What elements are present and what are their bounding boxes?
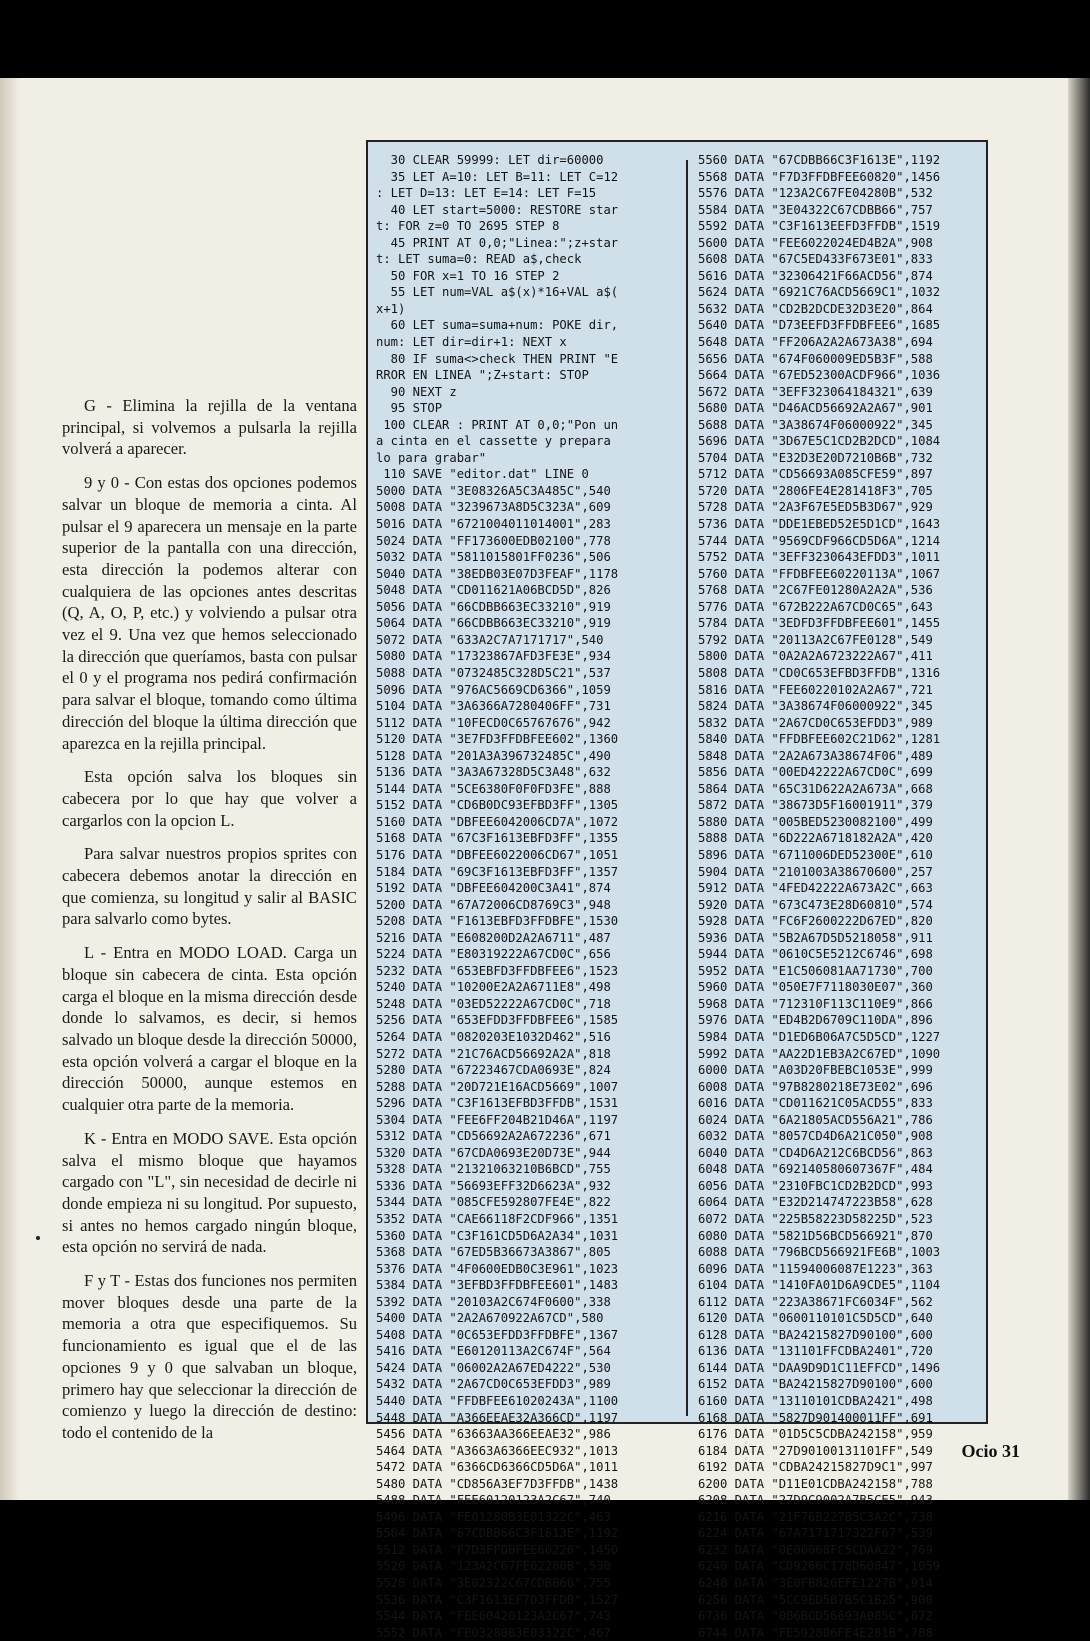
paragraph-l-option: L - Entra en MODO LOAD. Carga un bloque sin cabecera de cinta. Esta opción carga el bloque en la misma dirección desde donde lo salvamos, es decir, si hemos salvado un bloque desde la dirección 50000, esta opción volverá a cargar el bloque en la dirección 50000, aunque estemos en cualquier otra parte de la memoria.	[62, 943, 357, 1115]
page-edge	[1068, 78, 1090, 1500]
listing-line: RROR EN LINEA ";Z+start: STOP	[376, 368, 589, 383]
listing-line: 5536 DATA "C3F1613EF7D3FFDB",1527	[376, 1592, 619, 1607]
listing-line: 5304 DATA "FEE6FF204B21D46A",1197	[376, 1112, 619, 1127]
listing-line: 5048 DATA "CD011621A06BCD5D",826	[376, 583, 611, 598]
listing-line: 5064 DATA "66CDBB663EC33210",919	[376, 616, 611, 631]
listing-line: 5664 DATA "67ED52300ACDF966",1036	[698, 368, 941, 383]
listing-line: : LET D=13: LET E=14: LET F=15	[376, 186, 597, 201]
listing-line: 5352 DATA "CAE66118F2CDF966",1351	[376, 1212, 619, 1226]
listing-line: 6248 DATA "3E0FB820EFE1227B",914	[698, 1576, 933, 1591]
listing-line: 5712 DATA "CD56693A085CFE59",897	[698, 467, 933, 482]
listing-line: 6056 DATA "2310FBC1CD2B2DCD",993	[698, 1178, 933, 1193]
listing-line: 5248 DATA "03ED52222A67CD0C",718	[376, 996, 611, 1011]
listing-line: 6256 DATA "5CC9ED5B7B5C1B25",900	[698, 1592, 933, 1607]
listing-line: 5648 DATA "FF206A2A2A673A38",694	[698, 335, 933, 350]
listing-line: 5088 DATA "0732485C328D5C21",537	[376, 665, 611, 680]
listing-line: 5544 DATA "FEE60420123A2C67",743	[376, 1609, 611, 1624]
listing-line: 5920 DATA "673C473E28D60810",574	[698, 897, 933, 912]
listing-line: 5792 DATA "20113A2C67FE0128",549	[698, 632, 933, 647]
listing-line: 5120 DATA "3E7FD3FFDBFEE602",1360	[376, 732, 619, 747]
listing-line: 5896 DATA "6711006DED52300E",610	[698, 847, 933, 862]
listing-line: 6224 DATA "67A7171717322F67",539	[698, 1526, 933, 1541]
listing-line: 6176 DATA "01D5C5CDBA242158",959	[698, 1427, 933, 1442]
listing-line: 5160 DATA "DBFEE6042006CD7A",1072	[376, 814, 619, 829]
listing-line: 5784 DATA "3EDFD3FFDBFEE601",1455	[698, 616, 941, 631]
listing-line: 5832 DATA "2A67CD0C653EFDD3",989	[698, 715, 933, 730]
listing-line: 5008 DATA "3239673A8D5C323A",609	[376, 500, 611, 515]
listing-line: 5176 DATA "DBFEE6022006CD67",1051	[376, 847, 619, 862]
listing-line: 5944 DATA "0610C5E5212C6746",698	[698, 947, 933, 962]
listing-line: 5296 DATA "C3F1613EFBD3FFDB",1531	[376, 1096, 619, 1111]
listing-line: t: FOR z=0 TO 2695 STEP 8	[376, 219, 560, 234]
listing-line: 5840 DATA "FFDBFEE602C21D62",1281	[698, 732, 941, 747]
listing-line: 5000 DATA "3E08326A5C3A485C",540	[376, 483, 611, 498]
listing-line: 55 LET num=VAL a$(x)*16+VAL a$(	[376, 285, 619, 300]
listing-line: 5416 DATA "E60120113A2C674F",564	[376, 1344, 611, 1359]
paragraph-g-option: G - Elimina la rejilla de la ventana principal, si volvemos a pulsarla la rejilla volverá a aparecer.	[62, 396, 357, 459]
listing-line: 45 PRINT AT 0,0;"Linea:";z+star	[376, 235, 619, 250]
listing-line: 6008 DATA "97B8280218E73E02",696	[698, 1079, 933, 1094]
listing-line: 6240 DATA "CD9266C178D60847",1059	[698, 1559, 941, 1574]
listing-line: 6048 DATA "692140580607367F",484	[698, 1162, 933, 1177]
paragraph-9-0-options: 9 y 0 - Con estas dos opciones podemos salvar un bloque de memoria a cinta. Al pulsar el 9 aparecera un mensaje en la parte superior de la pantalla con una dirección, esta dirección la podemos alterar con cualquiera de las opciones antes descritas (Q, A, O, P, etc.) y volviendo a pulsar otra vez el 9. Una vez que hemos seleccionado la dirección que queríamos, basta con pulsar el 0 y el programa nos pedirá confirmación para salvar el bloque, tomando como última dirección del bloque la última dirección que aparezca en la rejilla principal.	[62, 473, 357, 753]
listing-line: 6128 DATA "BA24215827D90100",600	[698, 1327, 933, 1342]
listing-line: 5232 DATA "653EBFD3FFDBFEE6",1523	[376, 963, 619, 978]
listing-line: 5136 DATA "3A3A67328D5C3A48",632	[376, 765, 611, 780]
listing-line: 5496 DATA "FE01280B3E01322C",463	[376, 1509, 611, 1524]
listing-line: 6184 DATA "27D90100131101FF",549	[698, 1443, 933, 1458]
paragraph-f-t-options: F y T - Estas dos funciones nos permiten mover bloques desde una parte de la memoria a otra que especifiquemos. Su funcionamiento es igual que el de las opciones 9 y 0 que salvaban un bloque, primero hay que seleccionar la dirección de comienzo y luego la dirección de destino: todo el contenido de la	[62, 1271, 357, 1442]
listing-line: 5312 DATA "CD56692A2A672236",671	[376, 1129, 611, 1144]
listing-line: 6216 DATA "21F76B227B5C3A2C",738	[698, 1509, 933, 1524]
listing-line: 5624 DATA "6921C76ACD5669C1",1032	[698, 285, 941, 300]
listing-line: 5472 DATA "6366CD6366CD5D6A",1011	[376, 1460, 619, 1475]
listing-line: x+1)	[376, 301, 406, 316]
listing-line: 5616 DATA "32306421F66ACD56",874	[698, 268, 933, 283]
listing-line: 5760 DATA "FFDBFEE60220113A",1067	[698, 566, 941, 581]
listing-line: 5632 DATA "CD2B2DCDE32D3E20",864	[698, 301, 933, 316]
listing-line: 5904 DATA "2101003A38670600",257	[698, 864, 933, 879]
listing-line: t: LET suma=0: READ a$,check	[376, 252, 582, 267]
listing-line: 80 IF suma<>check THEN PRINT "E	[376, 351, 619, 366]
listing-line: 6088 DATA "796BCD566921FE6B",1003	[698, 1245, 941, 1260]
listing-line: 5776 DATA "672B222A67CD0C65",643	[698, 599, 933, 614]
listing-line: 5872 DATA "38673D5F16001911",379	[698, 798, 933, 813]
listing-line: 5096 DATA "976AC5669CD6366",1059	[376, 682, 611, 697]
listing-line: 5168 DATA "67C3F1613EBFD3FF",1355	[376, 831, 619, 846]
listing-line: 5968 DATA "712310F113C110E9",866	[698, 996, 933, 1011]
listing-line: 5856 DATA "00ED42222A67CD0C",699	[698, 765, 933, 780]
listing-line: 5112 DATA "10FECD0C65767676",942	[376, 715, 611, 730]
listing-line: num: LET dir=dir+1: NEXT x	[376, 335, 567, 350]
listing-line: 5528 DATA "3E02322C67CDBB66",755	[376, 1576, 611, 1591]
listing-line: 6736 DATA "0B6BCD56693A085C",672	[698, 1609, 933, 1624]
listing-line: 5360 DATA "C3F161CD5D6A2A34",1031	[376, 1228, 619, 1243]
listing-line: 5888 DATA "6D222A6718182A2A",420	[698, 831, 933, 846]
listing-line: 6136 DATA "131101FFCDBA2401",720	[698, 1344, 933, 1359]
listing-line: 5816 DATA "FEE60220102A2A67",721	[698, 682, 933, 697]
paragraph-k-option: K - Entra en MODO SAVE. Esta opción salva el mismo bloque que hayamos cargado con "L", sin necesidad de decirle ni donde empieza ni su longitud. Por supuesto, si antes no hemos cargado ningún bloque, esta opción no servirá de nada.	[62, 1128, 357, 1257]
listing-line: 5368 DATA "67ED5B36673A3867",805	[376, 1245, 611, 1260]
listing-line: 110 SAVE "editor.dat" LINE 0	[376, 467, 589, 482]
listing-line: 5960 DATA "050E7F7118030E07",360	[698, 980, 933, 995]
listing-line: 5824 DATA "3A38674F06000922",345	[698, 699, 933, 714]
listing-line: 6120 DATA "0600110101C5D5CD",640	[698, 1311, 933, 1326]
listing-line: 6064 DATA "E32D214747223B58",628	[698, 1195, 933, 1210]
listing-line: 5768 DATA "2C67FE01280A2A2A",536	[698, 583, 933, 598]
listing-line: 6208 DATA "27D9C9002A7B5CE5",943	[698, 1493, 933, 1508]
listing-line: 5568 DATA "F7D3FFDBFEE60820",1456	[698, 169, 941, 184]
listing-line: 6096 DATA "11594006087E1223",363	[698, 1261, 933, 1276]
listing-line: 5736 DATA "DDE1EBED52E5D1CD",1643	[698, 517, 941, 532]
listing-line: 5696 DATA "3D67E5C1CD2B2DCD",1084	[698, 434, 941, 449]
listing-line: 5040 DATA "38EDB03E07D3FEAF",1178	[376, 566, 619, 581]
listing-line: 5984 DATA "D1ED6B06A7C5D5CD",1227	[698, 1029, 941, 1044]
listing-line: 6200 DATA "D11E01CDBA242158",788	[698, 1476, 933, 1491]
listing-line: 6040 DATA "CD4D6A212C6BCD56",863	[698, 1145, 933, 1160]
listing-line: 5400 DATA "2A2A670922A67CD",580	[376, 1311, 604, 1326]
listing-line: 5424 DATA "06002A2A67ED4222",530	[376, 1360, 611, 1375]
listing-line: 5976 DATA "ED4B2D6709C110DA",896	[698, 1013, 933, 1028]
listing-line: 5264 DATA "0820203E1032D462",516	[376, 1029, 611, 1044]
listing-line: 5384 DATA "3EFBD3FFDBFEE601",1483	[376, 1278, 619, 1293]
listing-line: 6152 DATA "BA24215827D90100",600	[698, 1377, 933, 1392]
listing-line: 5256 DATA "653EFDD3FFDBFEE6",1585	[376, 1013, 619, 1028]
listing-line: 60 LET suma=suma+num: POKE dir,	[376, 318, 619, 333]
listing-line: 5928 DATA "FC6F2600222D67ED",820	[698, 914, 933, 929]
listing-line: 5144 DATA "5CE6380F0F0FD3FE",888	[376, 781, 611, 796]
listing-line: 6024 DATA "6A21805ACD556A21",786	[698, 1112, 933, 1127]
listing-line: 5392 DATA "20103A2C674F0600",338	[376, 1294, 611, 1309]
listing-line: 5520 DATA "123A2C67FE02280B",530	[376, 1559, 611, 1574]
listing-line: 5208 DATA "F1613EBFD3FFDBFE",1530	[376, 914, 619, 929]
listing-line: 95 STOP	[376, 401, 443, 416]
listing-line: a cinta en el cassette y prepara	[376, 434, 611, 449]
listing-line: 5672 DATA "3EFF323064184321",639	[698, 384, 933, 399]
listing-line: 5552 DATA "FE03280B3E03322C",467	[376, 1625, 611, 1640]
listing-line: 5072 DATA "633A2C7A7171717",540	[376, 632, 604, 647]
article-text	[62, 395, 357, 1456]
listing-line: 5240 DATA "10200E2A2A6711E8",498	[376, 980, 611, 995]
listing-line: 5376 DATA "4F0600EDB0C3E961",1023	[376, 1261, 619, 1276]
listing-column-right	[698, 152, 983, 1641]
listing-line: 5880 DATA "005BED5230082100",499	[698, 814, 933, 829]
listing-line: 5464 DATA "A3663A6366EEC932",1013	[376, 1443, 619, 1458]
listing-line: 5728 DATA "2A3F67E5ED5B3D67",929	[698, 500, 933, 515]
listing-line: 5752 DATA "3EFF3230643EFDD3",1011	[698, 550, 941, 565]
listing-line: 5848 DATA "2A2A673A38674F06",489	[698, 748, 933, 763]
listing-line: 6160 DATA "13110101CDBA2421",498	[698, 1394, 933, 1409]
paragraph-save-sprites: Para salvar nuestros propios sprites con cabecera debemos anotar la dirección en que comienza, su longitud y salir al BASIC para salvarlo como bytes.	[62, 844, 357, 929]
listing-line: 6144 DATA "DAA9D9D1C11EFFCD",1496	[698, 1360, 941, 1375]
paragraph-headerless-save: Esta opción salva los bloques sin cabecera por lo que hay que volver a cargarlos con la opcion L.	[62, 767, 357, 830]
listing-line: 5992 DATA "AA22D1EB3A2C67ED",1090	[698, 1046, 941, 1061]
listing-line: 5032 DATA "5811015801FF0236",506	[376, 550, 611, 565]
listing-column-left	[376, 152, 680, 1641]
listing-line: 30 CLEAR 59999: LET dir=60000	[376, 153, 604, 167]
listing-line: 5320 DATA "67CDA0693E20D73E",944	[376, 1145, 611, 1160]
listing-line: 6072 DATA "225B58223D58225D",523	[698, 1212, 933, 1226]
listing-line: 5808 DATA "CD0C653EFBD3FFDB",1316	[698, 665, 941, 680]
listing-line: 5080 DATA "17323867AFD3FE3E",934	[376, 649, 611, 664]
listing-line: 6032 DATA "8057CD4D6A21C050",908	[698, 1129, 933, 1144]
listing-line: 5640 DATA "D73EEFD3FFDBFEE6",1685	[698, 318, 941, 333]
listing-line: 5056 DATA "66CDBB663EC33210",919	[376, 599, 611, 614]
listing-line: 5600 DATA "FEE6022024ED4B2A",908	[698, 235, 933, 250]
listing-line: 6744 DATA "FE592806FE4E281B",788	[698, 1625, 933, 1640]
listing-line: 5800 DATA "0A2A2A6723222A67",411	[698, 649, 933, 664]
listing-line: 5328 DATA "21321063210B6BCD",755	[376, 1162, 611, 1177]
listing-line: 100 CLEAR : PRINT AT 0,0;"Pon un	[376, 417, 619, 432]
listing-line: 5912 DATA "4FED42222A673A2C",663	[698, 881, 933, 896]
listing-line: lo para grabar"	[376, 450, 487, 465]
listing-line: 5576 DATA "123A2C67FE04280B",532	[698, 186, 933, 201]
listing-line: 6112 DATA "223A38671FC6034F",562	[698, 1294, 933, 1309]
listing-line: 5440 DATA "FFDBFEE61020243A",1100	[376, 1394, 619, 1409]
listing-line: 6000 DATA "A03D20FBEBC1053E",999	[698, 1063, 933, 1078]
page-footer: Ocio 31	[961, 1441, 1020, 1461]
listing-line: 6192 DATA "CDBA24215827D9C1",997	[698, 1460, 933, 1475]
listing-line: 5216 DATA "E608200D2A2A6711",487	[376, 930, 611, 945]
listing-line: 6168 DATA "5827D901400011FF",691	[698, 1410, 933, 1425]
basic-listing-box	[366, 140, 988, 1640]
listing-line: 5608 DATA "67C5ED433F673E01",833	[698, 252, 933, 267]
listing-line: 5936 DATA "5B2A67D5D5218058",911	[698, 930, 933, 945]
listing-line: 5704 DATA "E32D3E20D7210B6B",732	[698, 450, 933, 465]
listing-line: 5488 DATA "FEE60120123A2C67",740	[376, 1493, 611, 1508]
listing-line: 5688 DATA "3A38674F06000922",345	[698, 417, 933, 432]
listing-line: 5432 DATA "2A67CD0C653EFDD3",989	[376, 1377, 611, 1392]
listing-line: 6232 DATA "0E00068FC5CDAA22",769	[698, 1542, 933, 1557]
listing-line: 6080 DATA "5821D56BCD566921",870	[698, 1228, 933, 1243]
listing-line: 5344 DATA "085CFE592807FE4E",822	[376, 1195, 611, 1210]
listing-line: 5456 DATA "63663AA366EEAE32",986	[376, 1427, 611, 1442]
listing-line: 5656 DATA "674F060009ED5B3F",588	[698, 351, 933, 366]
listing-line: 5744 DATA "9569CDF966CD5D6A",1214	[698, 533, 941, 548]
listing-line: 5592 DATA "C3F1613EEFD3FFDB",1519	[698, 219, 941, 234]
listing-line: 5680 DATA "D46ACD56692A2A67",901	[698, 401, 933, 416]
listing-line: 5480 DATA "CD856A3EF7D3FFDB",1438	[376, 1476, 619, 1491]
listing-column-divider	[686, 160, 688, 1416]
margin-mark	[36, 1236, 40, 1240]
listing-line: 5104 DATA "3A6366A7280406FF",731	[376, 699, 611, 714]
listing-line: 6016 DATA "CD011621C05ACD55",833	[698, 1096, 933, 1111]
listing-line: 5128 DATA "201A3A396732485C",490	[376, 748, 611, 763]
listing-line: 5184 DATA "69C3F1613EBFD3FF",1357	[376, 864, 619, 879]
listing-line: 5152 DATA "CD6B0DC93EFBD3FF",1305	[376, 798, 619, 813]
listing-line: 5560 DATA "67CDBB66C3F1613E",1192	[698, 153, 941, 167]
listing-line: 5024 DATA "FF173600EDB02100",778	[376, 533, 611, 548]
listing-line: 5584 DATA "3E04322C67CDBB66",757	[698, 202, 933, 217]
page-binding-shadow	[0, 78, 20, 1500]
listing-line: 5448 DATA "A366EEAE32A366CD",1197	[376, 1410, 619, 1425]
listing-line: 5016 DATA "6721004011014001",283	[376, 517, 611, 532]
listing-line: 5512 DATA "F7D3FFDBFEE60220",1450	[376, 1542, 619, 1557]
listing-line: 5272 DATA "21C76ACD56692A2A",818	[376, 1046, 611, 1061]
listing-line: 5192 DATA "DBFEE604200C3A41",874	[376, 881, 611, 896]
listing-line: 40 LET start=5000: RESTORE star	[376, 202, 619, 217]
listing-line: 5408 DATA "0C653EFDD3FFDBFE",1367	[376, 1327, 619, 1342]
listing-line: 5504 DATA "67CDBB66C3F1613E",1192	[376, 1526, 619, 1541]
listing-line: 5336 DATA "56693EFF32D6623A",932	[376, 1178, 611, 1193]
listing-line: 5864 DATA "65C31D622A2A673A",668	[698, 781, 933, 796]
listing-line: 5288 DATA "20D721E16ACD5669",1007	[376, 1079, 619, 1094]
listing-line: 6104 DATA "1410FA01D6A9CDE5",1104	[698, 1278, 941, 1293]
listing-line: 5200 DATA "67A72006CD8769C3",948	[376, 897, 611, 912]
listing-line: 5224 DATA "E80319222A67CD0C",656	[376, 947, 611, 962]
listing-line: 5952 DATA "E1C506081AA71730",700	[698, 963, 933, 978]
listing-line: 5280 DATA "67223467CDA0693E",824	[376, 1063, 611, 1078]
listing-line: 90 NEXT z	[376, 384, 457, 399]
listing-line: 35 LET A=10: LET B=11: LET C=12	[376, 169, 619, 184]
listing-line: 50 FOR x=1 TO 16 STEP 2	[376, 268, 560, 283]
listing-line: 5720 DATA "2806FE4E281418F3",705	[698, 483, 933, 498]
